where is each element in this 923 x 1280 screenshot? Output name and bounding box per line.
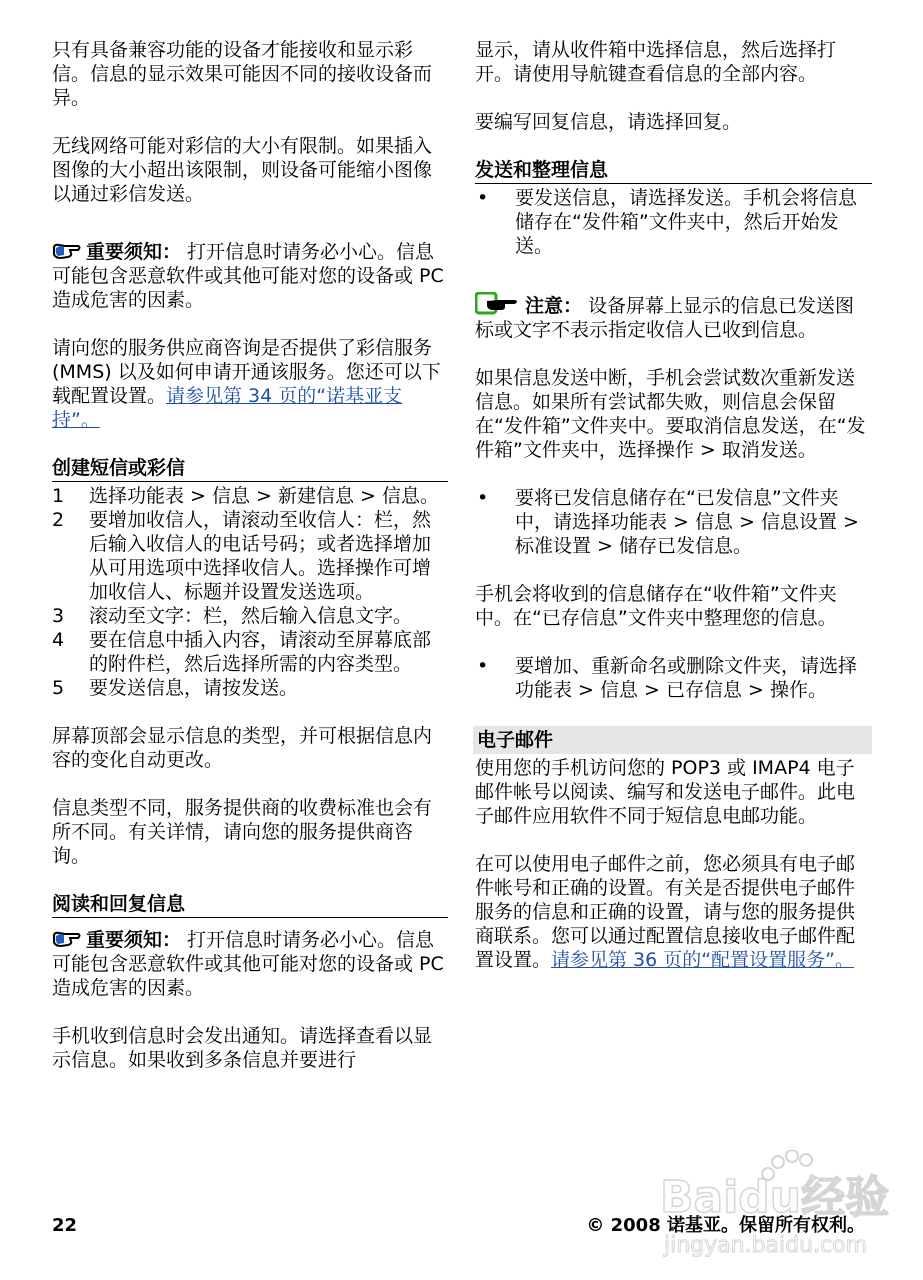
- notice-text: 打开信息时请务必小心。信息可能包含恶意软件或其他可能对您的设备或 PC 造成危害的因素。: [52, 241, 444, 311]
- section-heading-email: 电子邮件: [473, 726, 872, 754]
- nokia-support-link[interactable]: 请参见第 34 页的“诺基亚支持”。: [52, 385, 403, 431]
- bullet-dot: •: [477, 487, 489, 509]
- paragraph: 手机收到信息时会发出通知。请选择查看以显示信息。如果收到多条信息并要进行: [52, 1025, 433, 1071]
- section-heading-send-organize: 发送和整理信息: [475, 158, 872, 184]
- step-item: 4 要在信息中插入内容，请滚动至屏幕底部的附件栏，然后选择所需的内容类型。: [52, 629, 432, 675]
- step-item: 2 要增加收信人，请滚动至收信人：栏，然后输入收信人的电话号码；或者选择增加从可用选项中选择收信人。选择操作可增加收信人、标题并设置发送选项。: [52, 509, 432, 603]
- paragraph-text: 在可以使用电子邮件之前，您必须具有电子邮件帐号和正确的设置。有关是否提供电子邮件服务的信息和正确的设置，请与您的服务提供商联系。您可以通过配置信息接收电子邮件配置设置。: [475, 853, 856, 971]
- note: [475, 292, 872, 342]
- notice-text: 打开信息时请务必小心。信息可能包含恶意软件或其他可能对您的设备或 PC 造成危害的因素。: [52, 929, 444, 999]
- paragraph: 显示，请从收件箱中选择信息，然后选择打开。请使用导航键查看信息的全部内容。: [475, 39, 837, 85]
- pointing-hand-icon: [52, 242, 82, 262]
- step-item: 5 要发送信息，请按发送。: [52, 677, 299, 699]
- page-number: 22: [52, 1215, 78, 1236]
- paragraph: 屏幕顶部会显示信息的类型，并可根据信息内容的变化自动更改。: [52, 725, 433, 771]
- paragraph: 只有具备兼容功能的设备才能接收和显示彩信。信息的显示效果可能因不同的接收设备而异。: [52, 39, 433, 109]
- pointing-hand-icon: [52, 930, 82, 950]
- paragraph: 信息类型不同，服务提供商的收费标准也会有所不同。有关详情，请向您的服务提供商咨询。: [52, 797, 433, 867]
- bullet-item: • 要增加、重新命名或删除文件夹，请选择功能表 > 信息 > 已存信息 > 操作。: [477, 655, 858, 701]
- step-item: 1 选择功能表 > 信息 > 新建信息 > 信息。: [52, 485, 439, 507]
- left-column: [52, 38, 448, 1072]
- paragraph: 要编写回复信息，请选择回复。: [475, 111, 742, 133]
- paragraph: 如果信息发送中断，手机会尝试数次重新发送信息。如果所有尝试都失败，则信息会保留在“发件箱”文件夹中。要取消信息发送，在“发件箱”文件夹中，选择操作 > 取消发送。: [475, 367, 866, 461]
- important-notice: [52, 928, 448, 1000]
- paragraph: [475, 852, 872, 972]
- important-notice: [52, 240, 448, 312]
- note-label: 注意：: [525, 295, 583, 317]
- steps-list: [52, 484, 448, 700]
- bullet-dot: •: [477, 655, 489, 677]
- config-service-link[interactable]: 请参见第 36 页的“配置设置服务”。: [551, 949, 854, 971]
- note-hand-icon: [475, 292, 521, 316]
- section-heading-create-message: 创建短信或彩信: [52, 456, 448, 482]
- paragraph: 使用您的手机访问您的 POP3 或 IMAP4 电子邮件帐号以阅读、编写和发送电子邮件。此电子邮件应用软件不同于短信息电邮功能。: [475, 757, 856, 827]
- step-item: 3 滚动至文字：栏，然后输入信息文字。: [52, 605, 413, 627]
- copyright: © 2008 诺基亚。保留所有权利。: [586, 1215, 865, 1236]
- notice-label: 重要须知：: [86, 241, 182, 263]
- bullet-item: • 要发送信息，请选择发送。手机会将信息储存在“发件箱”文件夹中，然后开始发送。: [477, 187, 858, 257]
- paragraph-text: 请向您的服务供应商咨询是否提供了彩信服务 (MMS) 以及如何申请开通该服务。您还可以下载配置设置。: [52, 337, 441, 407]
- paragraph: 手机会将收到的信息储存在“收件箱”文件夹中。在“已存信息”文件夹中整理您的信息。: [475, 583, 837, 629]
- watermark-url: jingyan.baidu.com: [664, 1233, 868, 1258]
- paragraph: 无线网络可能对彩信的大小有限制。如果插入图像的大小超出该限制，则设备可能缩小图像以通过彩信发送。: [52, 135, 433, 205]
- notice-label: 重要须知：: [86, 929, 182, 951]
- baidu-watermark: [660, 1150, 890, 1260]
- section-heading-read-reply: 阅读和回复信息: [52, 892, 448, 918]
- bullet-dot: •: [477, 187, 489, 209]
- bullet-item: • 要将已发信息储存在“已发信息”文件夹中，请选择功能表 > 信息 > 信息设置 > 标准设置 > 储存已发信息。: [477, 487, 859, 557]
- note-text: 设备屏幕上显示的信息已发送图标或文字不表示指定收信人已收到信息。: [475, 295, 855, 341]
- paragraph: [52, 336, 448, 432]
- watermark-brand: Baidu经验: [660, 1172, 890, 1223]
- right-column: [475, 38, 872, 972]
